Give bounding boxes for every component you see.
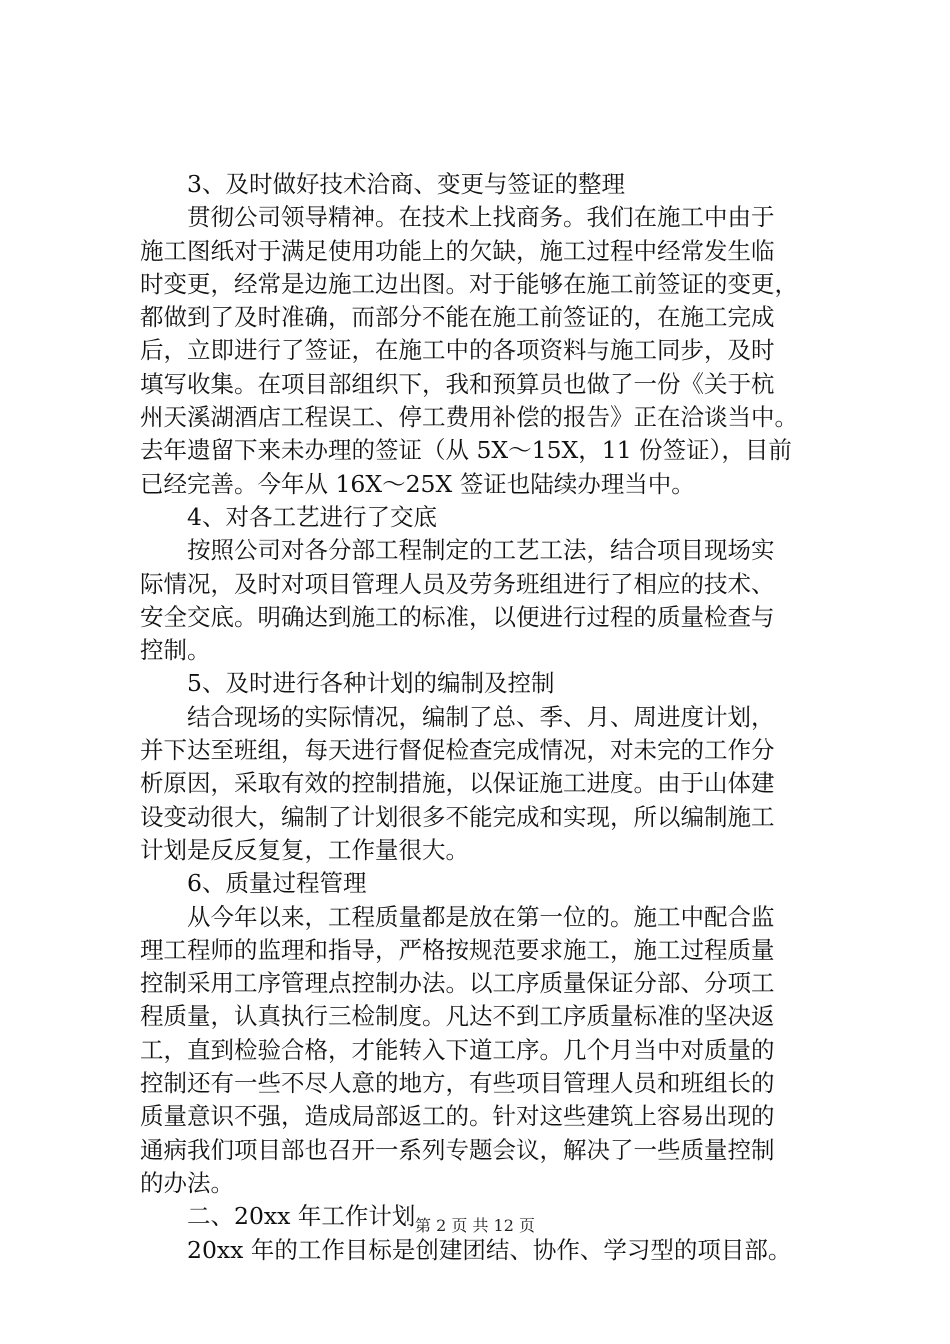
text-line: 控制还有一些不尽人意的地方，有些项目管理人员和班组长的	[140, 1069, 775, 1098]
text-line: 通病我们项目部也召开一系列专题会议，解决了一些质量控制	[140, 1135, 775, 1164]
text-line: 后，立即进行了签证，在施工中的各项资料与施工同步，及时	[140, 336, 775, 365]
text-line: 计划是反反复复，工作量很大。	[140, 835, 469, 864]
text-line: 施工图纸对于满足使用功能上的欠缺，施工过程中经常发生临	[140, 236, 775, 265]
text-line: 20xx 年的工作目标是创建团结、协作、学习型的项目部。	[187, 1235, 792, 1264]
text-line: 工，直到检验合格，才能转入下道工序。几个月当中对质量的	[140, 1035, 775, 1064]
text-line: 按照公司对各分部工程制定的工艺工法，结合项目现场实	[187, 536, 775, 565]
text-line: 结合现场的实际情况，编制了总、季、月、周进度计划，	[187, 702, 775, 731]
text-line: 已经完善。今年从 16X～25X 签证也陆续办理当中。	[140, 469, 695, 498]
text-line: 安全交底。明确达到施工的标准，以便进行过程的质量检查与	[140, 602, 775, 631]
text-line: 州天溪湖酒店工程误工、停工费用补偿的报告》正在洽谈当中。	[140, 403, 798, 432]
text-line: 4、对各工艺进行了交底	[187, 502, 437, 531]
text-line: 质量意识不强，造成局部返工的。针对这些建筑上容易出现的	[140, 1102, 775, 1131]
text-line: 并下达至班组，每天进行督促检查完成情况，对未完的工作分	[140, 736, 775, 765]
text-line: 二、20xx 年工作计划	[187, 1202, 416, 1231]
document-body	[140, 168, 840, 1267]
page-footer: 第 2 页 共 12 页	[415, 1216, 535, 1235]
text-line: 3、及时做好技术洽商、变更与签证的整理	[187, 170, 625, 198]
text-line: 控制采用工序管理点控制办法。以工序质量保证分部、分项工	[140, 969, 775, 998]
text-line: 的办法。	[140, 1168, 234, 1197]
text-line: 贯彻公司领导精神。在技术上找商务。我们在施工中由于	[187, 203, 775, 232]
text-line: 6、质量过程管理	[187, 869, 367, 898]
text-line: 5、及时进行各种计划的编制及控制	[187, 669, 555, 698]
text-line: 设变动很大，编制了计划很多不能完成和实现，所以编制施工	[140, 802, 775, 831]
text-line: 析原因，采取有效的控制措施，以保证施工进度。由于山体建	[140, 769, 775, 798]
text-line: 都做到了及时准确，而部分不能在施工前签证的，在施工完成	[140, 303, 775, 332]
text-line: 时变更，经常是边施工边出图。对于能够在施工前签证的变更，	[140, 269, 798, 298]
text-line: 理工程师的监理和指导，严格按规范要求施工，施工过程质量	[140, 935, 775, 964]
text-line: 程质量，认真执行三检制度。凡达不到工序质量标准的坚决返	[140, 1002, 775, 1031]
text-line: 控制。	[140, 636, 211, 665]
text-line: 填写收集。在项目部组织下，我和预算员也做了一份《关于杭	[140, 369, 775, 398]
text-line: 从今年以来，工程质量都是放在第一位的。施工中配合监	[187, 902, 775, 931]
text-line: 去年遗留下来未办理的签证（从 5X～15X，11 份签证），目前	[140, 436, 792, 465]
text-line: 际情况，及时对项目管理人员及劳务班组进行了相应的技术、	[140, 569, 775, 598]
